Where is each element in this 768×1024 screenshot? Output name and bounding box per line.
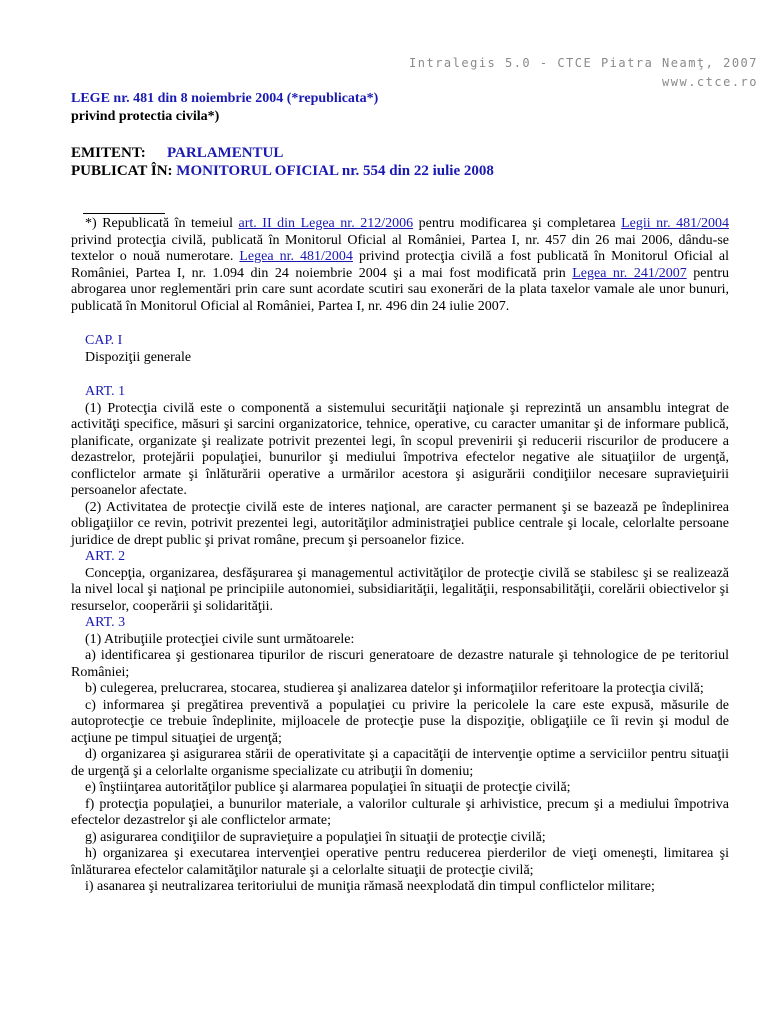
article-1-paragraph-2: (2) Activitatea de protecţie civilă este de interes naţional, are caracter permanent şi se bazează pe îndeplinirea obligaţiilor ce revin, potrivit prezentei legi, autorităţilor administraţiei publice centrale şi locale, celorlalte persoane juridice de drept public şi privat române, precum şi persoanelor fizice. <box>71 499 729 548</box>
article-2-heading: ART. 2 <box>85 549 126 564</box>
emitent-row <box>71 144 494 162</box>
link-law-481-2004-b[interactable]: Legea nr. 481/2004 <box>239 249 353 264</box>
chapter-title: Dispoziţii generale <box>85 349 192 365</box>
article-3-item: b) culegerea, prelucrarea, stocarea, studierea şi analizarea datelor şi informaţiilor referitoare la protecţia civilă; <box>85 681 704 696</box>
article-3-item: h) organizarea şi executarea intervenţiei operative pentru reducerea pierderilor de vieţi omeneşti, limitarea şi înlăturarea efectelor calamităţilor naturale şi a celorlalte situaţii de protecţie civilă; <box>71 846 729 878</box>
published-label: PUBLICAT ÎN: <box>71 163 173 179</box>
article-3-intro: (1) Atribuţiile protecţiei civile sunt următoarele: <box>85 631 355 647</box>
publication-info <box>71 144 494 180</box>
emitent-label: EMITENT: <box>71 145 146 161</box>
article-3-item: f) protecţia populaţiei, a bunurilor materiale, a valorilor culturale şi arhivistice, precum şi a mediului împotriva efectelor dezastrelor şi ale conflictelor armate; <box>71 796 729 828</box>
link-law-241-2007[interactable]: Legea nr. 241/2007 <box>572 265 687 281</box>
article-3-item: d) organizarea şi asigurarea stării de operativitate şi a capacităţii de intervenţie optime a serviciilor pentru situaţii de urgenţă şi a celorlalte organisme specializate cu atribuţii în domeniu; <box>71 747 729 779</box>
link-law-481-2004[interactable]: Legii nr. 481/2004 <box>621 216 729 231</box>
law-title: LEGE nr. 481 din 8 noiembrie 2004 (*republicata*) <box>71 91 379 106</box>
published-value: MONITORUL OFICIAL nr. 554 din 22 iulie 2008 <box>176 163 494 179</box>
law-subject: privind protectia civila*) <box>71 109 220 124</box>
chapter-heading: CAP. I <box>85 333 123 348</box>
article-1-paragraph-1: (1) Protecţia civilă este o componentă a sistemului securităţii naţionale şi reprezintă un ansamblu integrat de activităţi specifice, măsuri şi sarcini organizatorice, tehnice, operative, cu caracter umanitar şi de informare publică, planificate, organizate şi realizate potrivit prezentei legi, în scopul prevenirii şi reducerii riscurilor de producere a dezastrelor, protejării populaţiei, bunurilor şi mediului împotriva efectelor negative ale situaţiilor de urgenţă, conflictelor armate şi înlăturării operative a urmărilor acestora şi asigurării condiţiilor necesare supravieţuirii persoanelor afectate. <box>71 400 729 498</box>
article-3-item: e) înştiinţarea autorităţilor publice şi alarmarea populaţiei în situaţii de protecţie civilă; <box>85 780 571 795</box>
article-3-heading: ART. 3 <box>85 615 126 630</box>
article-3-item: g) asigurarea condiţiilor de supravieţuire a populaţiei în situaţii de protecţie civilă; <box>85 829 546 845</box>
header-source: Intralegis 5.0 - CTCE Piatra Neamţ, 2007 <box>409 56 758 70</box>
page-header <box>409 54 758 92</box>
article-3-item: a) identificarea şi gestionarea tipurilor de riscuri generatoare de dezastre naturale şi tehnologice de pe teritoriul României; <box>71 648 729 680</box>
law-body <box>71 216 729 896</box>
law-title-block <box>71 90 378 126</box>
emitent-value: PARLAMENTUL <box>167 145 284 161</box>
header-website: www.ctce.ro <box>662 75 758 89</box>
article-2-paragraph: Concepţia, organizarea, desfăşurarea şi managementul activităţilor de protecţie civilă se stabilesc şi se realizează la nivel local şi naţional pe principiile autonomiei, subsidiarităţii, legalităţii, responsabilităţii, corelării obiectivelor şi resurselor, cooperării şi solidarităţii. <box>71 565 729 614</box>
article-1-heading: ART. 1 <box>85 384 126 399</box>
footnote-divider <box>83 213 165 214</box>
republication-footnote: *) Republicată în temeiul art. II din Legea nr. 212/2006 pentru modificarea şi completarea Legii nr. 481/2004 privind protecţia civilă, publicată în Monitorul Oficial al României, Partea I, nr. 457 din 26 mai 2006, dându-se textelor o nouă numerotare. Legea nr. 481/2004 privind protecţia civilă a fost publicată în Monitorul Oficial al României, Partea I, nr. 1.094 din 24 noiembrie 2004 şi a mai fost modificată prin Legea nr. 241/2007 pentru abrogarea unor reglementări prin care sunt acordate scutiri sau exonerări de la plata taxelor vamale ale unor bunuri, publicată în Monitorul Oficial al României, Partea I, nr. 496 din 24 iulie 2007. <box>71 216 729 314</box>
article-3-item: i) asanarea şi neutralizarea teritoriului de muniţia rămasă neexplodată din timpul conflictelor militare; <box>85 879 655 894</box>
published-row <box>71 162 494 180</box>
article-3-item: c) informarea şi pregătirea preventivă a populaţiei cu privire la pericolele la care este expusă, măsurile de autoprotecţie ce trebuie îndeplinite, mijloacele de protecţie puse la dispoziţie, obligaţiile ce îi revin şi modul de acţiune pe timpul situaţiei de urgenţă; <box>71 697 729 746</box>
link-art-ii-law-212-2006[interactable]: art. II din Legea nr. 212/2006 <box>238 216 414 231</box>
